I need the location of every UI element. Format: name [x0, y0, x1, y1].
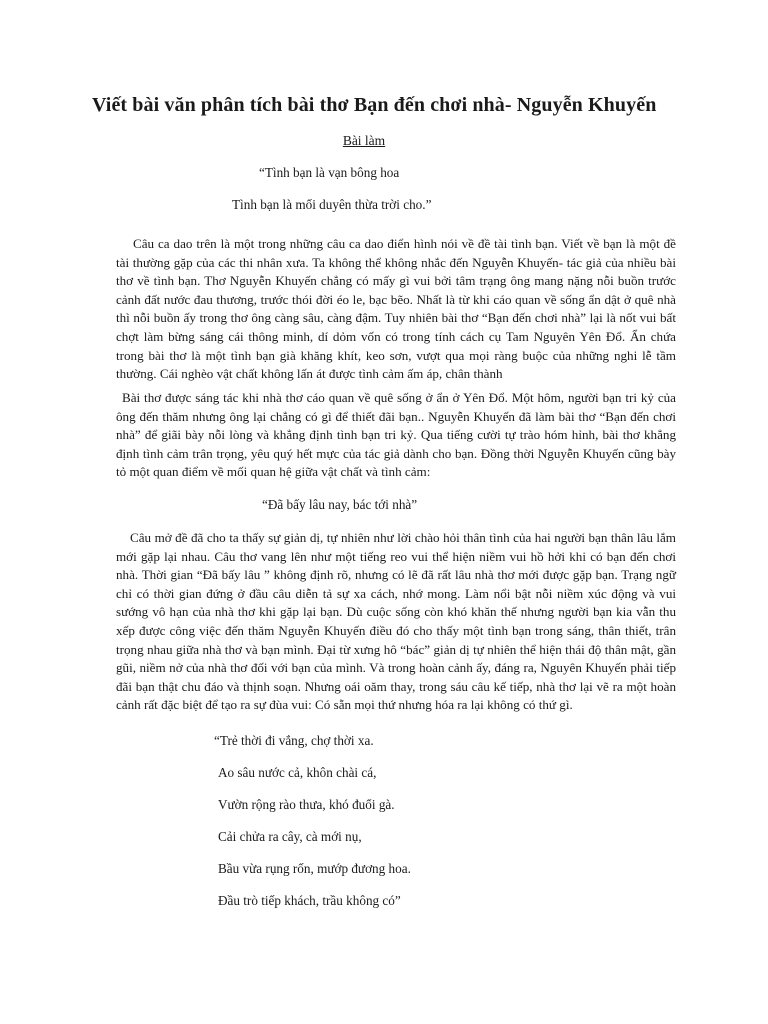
poem-line-3: Vườn rộng rào thưa, khó đuổi gà.: [218, 797, 395, 812]
poem-line-1: “Trẻ thời đi vắng, chợ thời xa.: [214, 733, 374, 748]
epigraph-line-1: “Tình bạn là vạn bông hoa: [259, 165, 400, 180]
document-subtitle: [0, 133, 768, 149]
poem-line-4: Cải chửa ra cây, cà mới nụ,: [218, 829, 362, 844]
paragraph-1: Câu ca dao trên là một trong những câu ca dao điển hình nói về đề tài tình bạn. Viết về bạn là một đề tài thường gặp của các thi nhân xưa. Ta không thể không nhắc đến Nguyễn Khuyến- tác giả của nhiều bài thơ về tình bạn. Thơ Nguyễn Khuyến chẳng có mấy gì vui bởi tâm trạng ông mang nặng nỗi buồn trước cảnh đất nước đau thương, trước thói đời éo le, bạc bẽo. Nhất là từ khi cáo quan về sống ẩn dật ở quê nhà thì nỗi buồn ấy trong thơ ông càng sâu, càng đậm. Tuy nhiên bài thơ “Bạn đến chơi nhà” lại là nốt vui bất chợt làm bừng sáng cái thông minh, dí dỏm vốn có trong tính cách cụ Tam Nguyên Yên Đổ. Ẩn chứa trong bài thơ là một tình bạn già khăng khít, keo sơn, vượt qua mọi ràng buộc của những nghi lễ tầm thường. Cái nghèo vật chất không lấn át được tình cảm ấm áp, chân thành: [116, 236, 676, 382]
poem-line-5: Bầu vừa rụng rốn, mướp đương hoa.: [218, 861, 411, 876]
poem-line-6: Đầu trò tiếp khách, trầu không có”: [218, 893, 401, 908]
epigraph-line-2: Tình bạn là mối duyên thừa trời cho.”: [232, 197, 432, 212]
paragraph-3: Câu mở đề đã cho ta thấy sự giản dị, tự nhiên như lời chào hỏi thân tình của hai người bạn thân lâu lắm mới gặp lại nhau. Câu thơ vang lên như một tiếng reo vui thể hiện niềm vui hồ hởi khi có bạn đến chơi nhà. Thời gian “Đã bấy lâu ” không định rõ, nhưng có lẽ đã rất lâu nhà thơ mới được gặp bạn. Trạng ngữ chỉ có thời gian đứng ở đầu câu diễn tả sự xa cách, nhớ mong. Làm nổi bật nỗi niềm xúc động và vui sướng vô hạn của nhà thơ khi gặp lại bạn. Dù cuộc sống còn khó khăn thế nhưng người bạn kia vẫn thu xếp được công việc đến thăm Nguyễn Khuyến điều đó cho thấy một tình bạn trong sáng, thân thiết, trân trọng nhau giữa nhà thơ và bạn mình. Đại từ xưng hô “bác” giản dị tự nhiên thể hiện thái độ thân mật, gần gũi, niềm nở của nhà thơ đối với bạn của mình. Và trong hoàn cảnh ấy, đáng ra, Nguyên Khuyến phải tiếp đãi bạn thật chu đáo và thịnh soạn. Nhưng oái oăm thay, trong sáu câu kế tiếp, nhà thơ lại vẽ ra một hoàn cảnh rất đặc biệt để tạo ra sự đùa vui: Có sẵn mọi thứ nhưng hóa ra lại không có thứ gì.: [116, 530, 676, 713]
paragraph-2: Bài thơ được sáng tác khi nhà thơ cáo quan về quê sống ở ẩn ở Yên Đổ. Một hôm, người bạn tri kỷ của ông đến thăm nhưng ông lại chẳng có gì để thiết đãi bạn.. Nguyễn Khuyến đã làm bài thơ “Bạn đến chơi nhà” để giãi bày nỗi lòng và khẳng định tình bạn tri kỷ. Qua tiếng cười tự trào hóm hỉnh, bài thơ khẳng định tình cảm trân trọng, yêu quý hết mực của tác giả dành cho bạn. Đồng thời Nguyễn Khuyến cũng bày tỏ một quan điểm về mối quan hệ giữa vật chất và tình cảm:: [116, 390, 676, 480]
document-title: Viết bài văn phân tích bài thơ Bạn đến chơi nhà- Nguyễn Khuyến: [92, 94, 657, 116]
subtitle-text: Bài làm: [342, 133, 386, 148]
poem-line-2: Ao sâu nước cả, khôn chài cá,: [218, 765, 377, 780]
quote-line: “Đã bấy lâu nay, bác tới nhà”: [262, 497, 418, 512]
